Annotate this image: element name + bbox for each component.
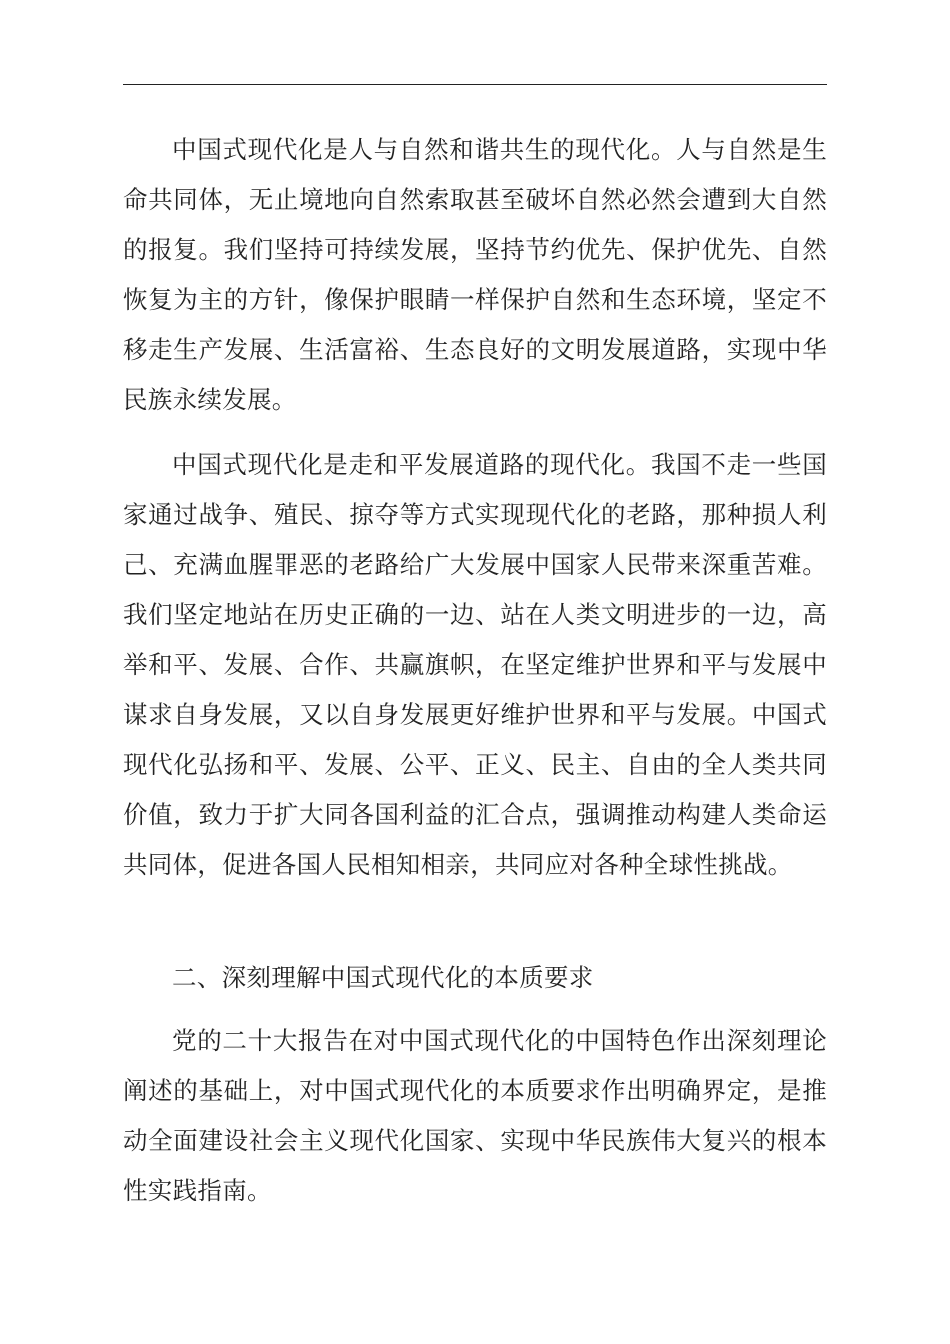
paragraph-peaceful-development: [123, 440, 827, 890]
header-rule: [123, 84, 827, 85]
section-heading: [123, 953, 827, 1003]
paragraph-text: 党的二十大报告在对中国式现代化的中国特色作出深刻理论阐述的基础上，对中国式现代化的本质要求作出明确界定，是推动全面建设社会主义现代化国家、实现中华民族伟大复兴的根本性实践指南。: [123, 1026, 827, 1205]
paragraph-text: 中国式现代化是走和平发展道路的现代化。我国不走一些国家通过战争、殖民、掠夺等方式实现现代化的老路，那种损人利己、充满血腥罪恶的老路给广大发展中国家人民带来深重苦难。我们坚定地站在历史正确的一边、站在人类文明进步的一边，高举和平、发展、合作、共赢旗帜，在坚定维护世界和平与发展中谋求自身发展，又以自身发展更好维护世界和平与发展。中国式现代化弘扬和平、发展、公平、正义、民主、自由的全人类共同价值，致力于扩大同各国利益的汇合点，强调推动构建人类命运共同体，促进各国人民相知相亲，共同应对各种全球性挑战。: [123, 450, 827, 879]
paragraph-text: 中国式现代化是人与自然和谐共生的现代化。人与自然是生命共同体，无止境地向自然索取甚至破坏自然必然会遭到大自然的报复。我们坚持可持续发展，坚持节约优先、保护优先、自然恢复为主的方针，像保护眼睛一样保护自然和生态环境，坚定不移走生产发展、生活富裕、生态良好的文明发展道路，实现中华民族永续发展。: [123, 135, 827, 414]
section-heading-text: 二、深刻理解中国式现代化的本质要求: [172, 963, 594, 992]
paragraph-harmony-with-nature: [123, 125, 827, 425]
paragraph-essential-requirements: [123, 1016, 827, 1216]
